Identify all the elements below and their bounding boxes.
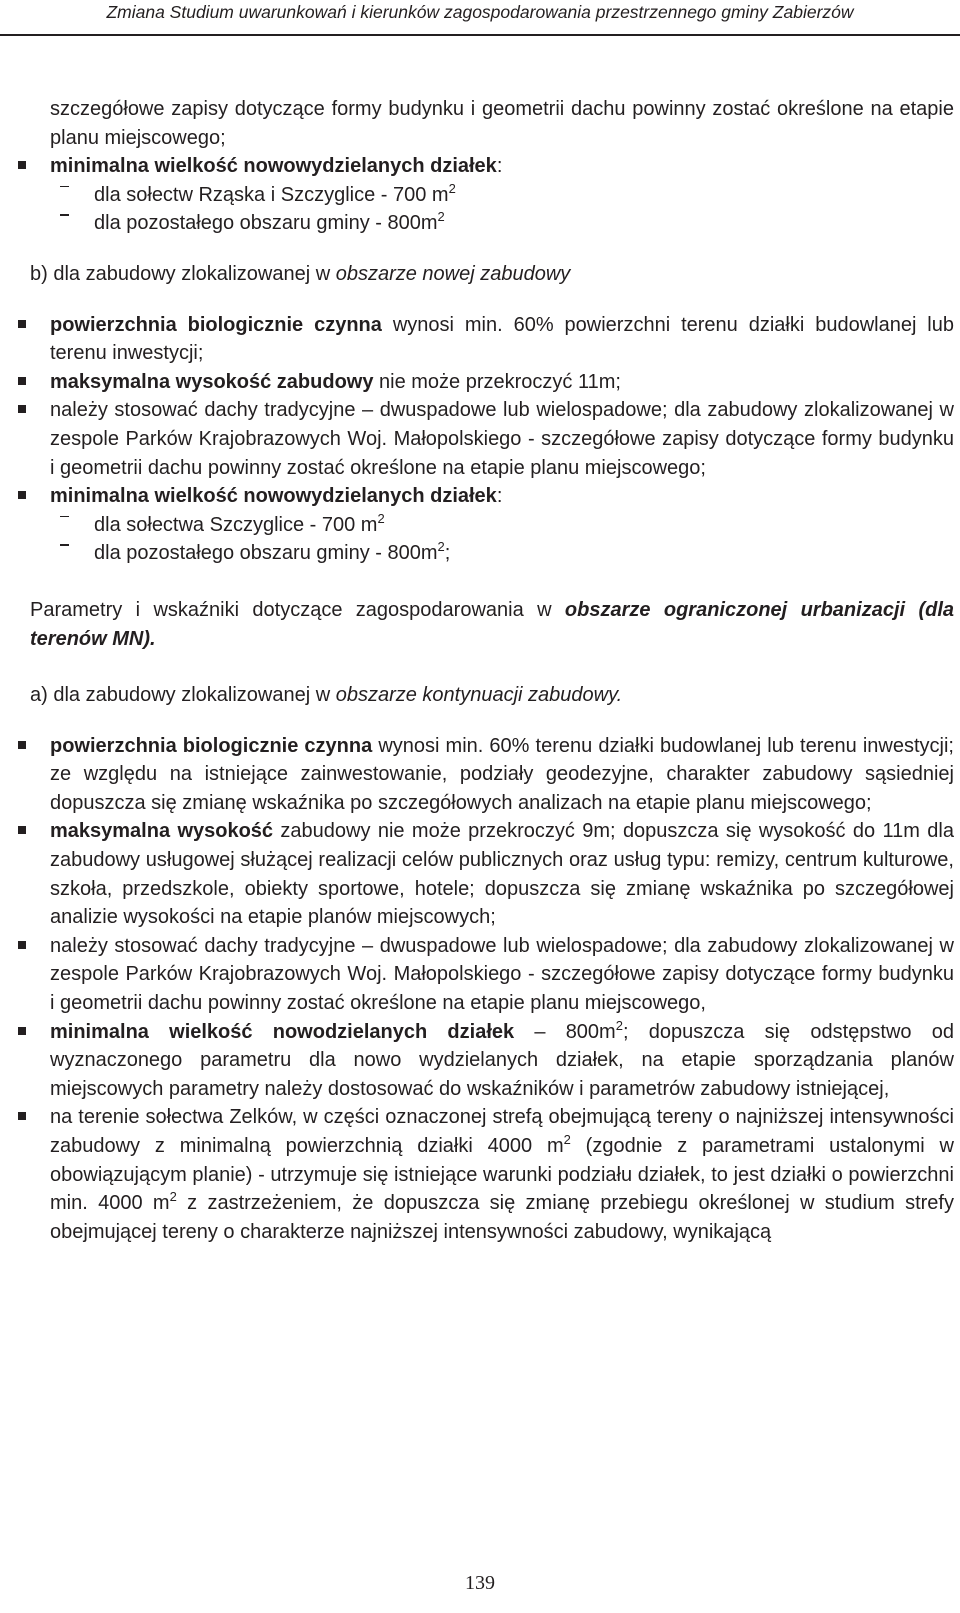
superscript: 2: [563, 1132, 571, 1147]
colon: :: [496, 485, 503, 508]
item-text: ; dopuszcza się odstępstwo od wyznaczonego parametru dla nowo wydzielanych działek, na etapie sporządzania planów miejscowych parametry należy dostosować do wskaźników i parametrów zabudowy istniejącej,: [50, 1020, 954, 1100]
list-item: należy stosować dachy tradycyjne – dwuspadowe lub wielospadowe; dla zabudowy zlokalizowanej w zespole Parków Krajobrazowych Woj. Małopolskiego - szczegółowe zapisy dotyczące formy budynku i geometrii dachu powinny zostać określone na etapie planu miejscowego;: [40, 396, 954, 482]
paragraph: szczegółowe zapisy dotyczące formy budynku i geometrii dachu powinny zostać określone na etapie planu miejscowego;: [50, 98, 954, 149]
header-rule: [0, 34, 960, 36]
bullet-list: [40, 311, 954, 568]
heading-text: Parametry i wskaźniki dotyczące zagospodarowania w: [30, 598, 565, 621]
subsection-a-heading: [30, 681, 954, 710]
list-item: [40, 732, 954, 818]
dash-text: dla pozostałego obszaru gminy - 800m: [94, 212, 438, 235]
dash-text: dla pozostałego obszaru gminy - 800m: [94, 542, 438, 565]
dash-item: [84, 511, 954, 540]
semicolon: ;: [444, 542, 451, 565]
list-item: [40, 817, 954, 931]
page-header: Zmiana Studium uwarunkowań i kierunków zagospodarowania przestrzennego gminy Zabierzów: [106, 2, 854, 22]
section-1: [30, 95, 954, 238]
list-item: [40, 1018, 954, 1104]
section-a: [30, 732, 954, 1247]
item-text: z zastrzeżeniem, że dopuszcza się zmianę przebiegu określonej w studium strefy obejmującej tereny o charakterze najniższej intensywności zabudowy, wynikającą: [50, 1192, 954, 1243]
section-b: [30, 311, 954, 568]
page-number: 139: [465, 1572, 495, 1594]
dash-list: [50, 511, 954, 568]
item-text: zabudowy nie może przekroczyć 9m; dopuszcza się wysokość do 11m dla zabudowy usługowej służącej realizacji celów publicznych oraz usług typu: remizy, centrum kulturowe, szkoła, przedszkole, obiekty sportowe, hotele; dopuszcza się zmianę wskaźnika po szczegółowej analizie wysokości na etapie planów miejscowych;: [50, 820, 954, 929]
bold-term: maksymalna wysokość: [50, 820, 274, 843]
heading-text: a) dla zabudowy zlokalizowanej w: [30, 684, 336, 707]
list-item: należy stosować dachy tradycyjne – dwuspadowe lub wielospadowe; dla zabudowy zlokalizowanej w zespole Parków Krajobrazowych Woj. Małopolskiego - szczegółowe zapisy dotyczące formy budynku i geometrii dachu powinny zostać określone na etapie planu miejscowego,: [40, 932, 954, 1018]
dash-item: [84, 209, 954, 238]
document-body: [30, 95, 954, 1246]
bullet-list: [40, 152, 954, 238]
dash-item: [84, 181, 954, 210]
bold-term: powierzchnia biologicznie czynna: [50, 313, 382, 336]
item-text: (zgodnie z parametrami ustalonymi w obowiązującym planie) - utrzymuje się istniejące warunki podziału działek, to jest działki o powierzchni min. 4000 m: [50, 1135, 955, 1215]
item-text: – 800m: [514, 1020, 616, 1043]
colon: :: [496, 155, 503, 178]
superscript: 2: [377, 510, 385, 526]
heading-bold-italic: obszarze ograniczonej urbanizacji (dla terenów MN).: [30, 598, 954, 650]
bold-term: minimalna wielkość nowowydzielanych działek: [50, 155, 497, 178]
list-item: [40, 482, 954, 568]
list-item: [40, 311, 954, 368]
superscript: 2: [448, 180, 456, 196]
list-item: [40, 1103, 954, 1246]
dash-text: dla sołectwa Szczyglice - 700 m: [94, 513, 378, 536]
superscript: 2: [437, 539, 445, 555]
dash-item: [84, 539, 954, 568]
subsection-b-heading: [30, 260, 954, 289]
item-text: na terenie sołectwa Zelków, w części oznaczonej strefą obejmującą tereny o najniższej intensywności zabudowy z minimalną powierzchnią działki 4000 m: [50, 1106, 954, 1157]
heading-text: b) dla zabudowy zlokalizowanej w: [30, 262, 336, 285]
parameters-heading: [30, 596, 954, 653]
superscript: 2: [169, 1189, 177, 1205]
heading-italic: obszarze nowej zabudowy: [335, 262, 571, 285]
superscript: 2: [437, 209, 445, 225]
bold-term: minimalna wielkość nowowydzielanych działek: [50, 485, 497, 508]
superscript: 2: [615, 1017, 623, 1033]
list-item: [40, 152, 954, 238]
list-item: [40, 368, 954, 397]
bold-term: powierzchnia biologicznie czynna: [50, 734, 373, 757]
dash-list: [50, 181, 954, 238]
dash-text: dla sołectw Rząska i Szczyglice - 700 m: [94, 183, 449, 206]
bold-term: maksymalna wysokość zabudowy: [50, 370, 374, 393]
bold-term: minimalna wielkość nowodzielanych działek: [50, 1020, 515, 1043]
item-text: wynosi min. 60% powierzchni terenu działki budowlanej lub terenu inwestycji;: [50, 313, 955, 365]
bullet-list: [40, 732, 954, 1247]
item-text: wynosi min. 60% terenu działki budowlanej lub terenu inwestycji; ze względu na istniejące zainwestowanie, podziały geodezyjne, charakter zabudowy sąsiedniej dopuszcza się zmianę wskaźnika po szczegółowych analizach na etapie planu miejscowego;: [50, 734, 954, 814]
heading-italic: obszarze kontynuacji zabudowy.: [335, 684, 623, 707]
item-text: nie może przekroczyć 11m;: [373, 370, 621, 393]
